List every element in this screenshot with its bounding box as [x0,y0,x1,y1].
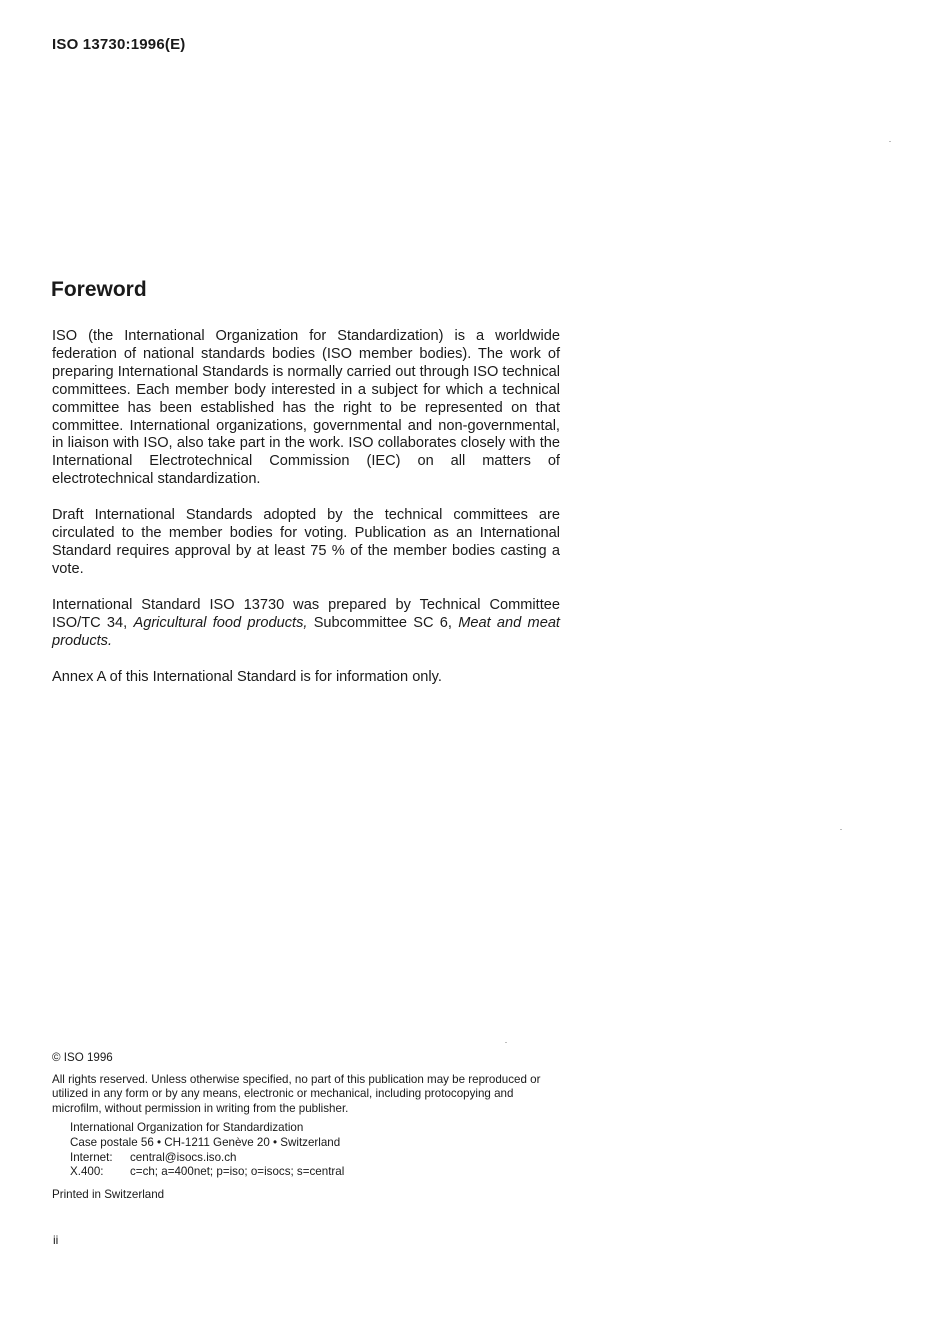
committee-name-italic: Agricultural food products, [133,614,308,631]
subcommittee-name-italic: Meat and meat products. [52,614,560,649]
copyright-colophon [52,1051,562,1202]
printed-location: Printed in Switzerland [52,1187,165,1201]
x400-label: X.400: [70,1165,104,1179]
foreword-body [52,328,560,704]
publisher-address [70,1121,562,1179]
rights-statement: All rights reserved. Unless otherwise specified, no part of this publication may be reproduced or utilized in any form or by any means, electronic or mechanical, including protocopying and microfilm, without permission in writing from the publisher. [52,1072,541,1115]
foreword-paragraph-committee [52,597,560,651]
postal-address: Case postale 56 • CH-1211 Genève 20 • Switzerland [70,1135,341,1149]
foreword-paragraph-annex: Annex A of this International Standard is for information only. [52,668,442,685]
document-identifier: ISO 13730:1996(E) [52,36,186,53]
copyright-notice: © ISO 1996 [52,1051,113,1064]
foreword-heading: Foreword [51,278,147,301]
page-number: ii [53,1233,59,1247]
foreword-paragraph-draft-standards: Draft International Standards adopted by the technical committees are circulated to the member bodies for voting. Publication as an International Standard requires approval by at least 75 % of the member bodies casting a vote. [52,507,560,577]
scan-speck [889,141,891,142]
scan-speck [840,829,842,830]
committee-text-2: Subcommittee SC 6, [307,614,459,631]
x400-row [70,1165,562,1180]
scan-speck [505,1042,507,1043]
internet-address: central@isocs.iso.ch [130,1150,237,1164]
internet-label: Internet: [70,1150,113,1164]
committee-text-1: International Standard ISO 13730 was prepared by Technical Committee ISO/TC 34, [52,596,560,631]
foreword-paragraph-iso-description: ISO (the International Organization for Standardization) is a worldwide federation of national standards bodies (ISO member bodies). The work of preparing International Standards is normally carried out through ISO technical committees. Each member body interested in a subject for which a technical committee has been established has the right to be represented on that committee. International organizations, governmental and non-governmental, in liaison with ISO, also take part in the work. ISO collaborates closely with the International Electrotechnical Commission (IEC) on all matters of electrotechnical standardization. [52,328,560,488]
organization-name: International Organization for Standardization [70,1121,304,1135]
x400-address: c=ch; a=400net; p=iso; o=isocs; s=central [130,1165,345,1179]
internet-row [70,1151,562,1166]
